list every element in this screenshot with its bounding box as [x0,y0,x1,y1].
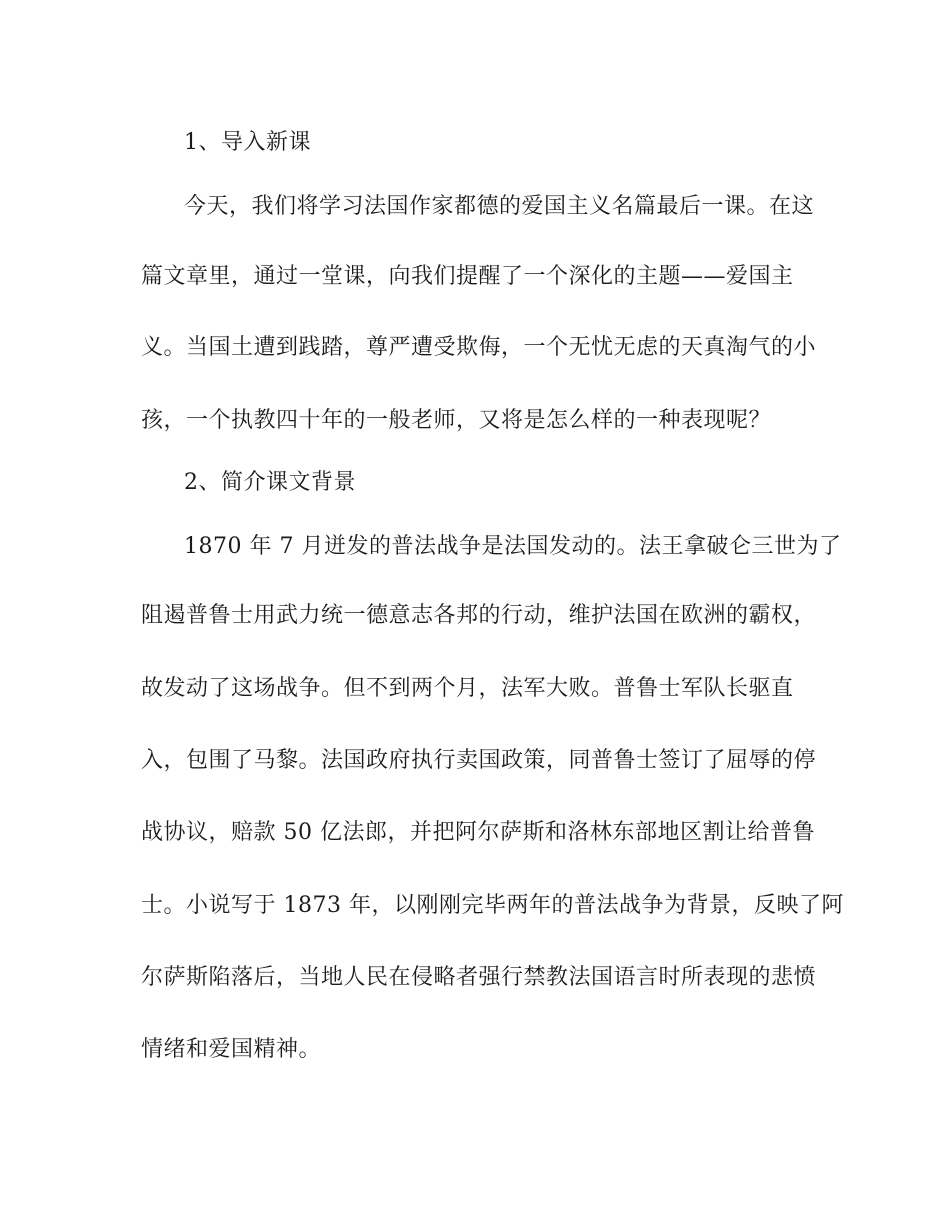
paragraph-line: 阻遏普鲁士用武力统一德意志各邦的行动，维护法国在欧洲的霸权， [141,603,817,628]
paragraph-line: 情绪和爱国精神。 [141,1037,322,1062]
section-heading-background: 2、简介课文背景 [184,470,356,495]
paragraph-line: 故发动了这场战争。但不到两个月，法军大败。普鲁士军队长驱直 [141,676,794,701]
section-heading-intro: 1、导入新课 [184,130,311,155]
paragraph-line: 战协议，赔款 50 亿法郎，并把阿尔萨斯和洛林东部地区割让给普鲁 [141,820,815,845]
paragraph-line: 入，包围了马黎。法国政府执行卖国政策，同普鲁士签订了屈辱的停 [141,748,817,773]
paragraph-line: 篇文章里，通过一堂课，向我们提醒了一个深化的主题——爱国主 [141,264,794,289]
paragraph-line: 士。小说写于 1873 年，以刚刚完毕两年的普法战争为背景，反映了阿 [141,893,844,918]
paragraph-line: 1870 年 7 月迸发的普法战争是法国发动的。法王拿破仑三世为了 [184,534,842,559]
paragraph-line: 孩，一个执教四十年的一般老师，又将是怎么样的一种表现呢？ [141,408,772,433]
paragraph-line: 尔萨斯陷落后，当地人民在侵略者强行禁教法国语言时所表现的悲愤 [141,965,817,990]
paragraph-line: 今天，我们将学习法国作家都德的爱国主义名篇最后一课。在这 [184,194,815,219]
paragraph-line: 义。当国土遭到践踏，尊严遭受欺侮，一个无忧无虑的天真淘气的小 [141,335,817,360]
